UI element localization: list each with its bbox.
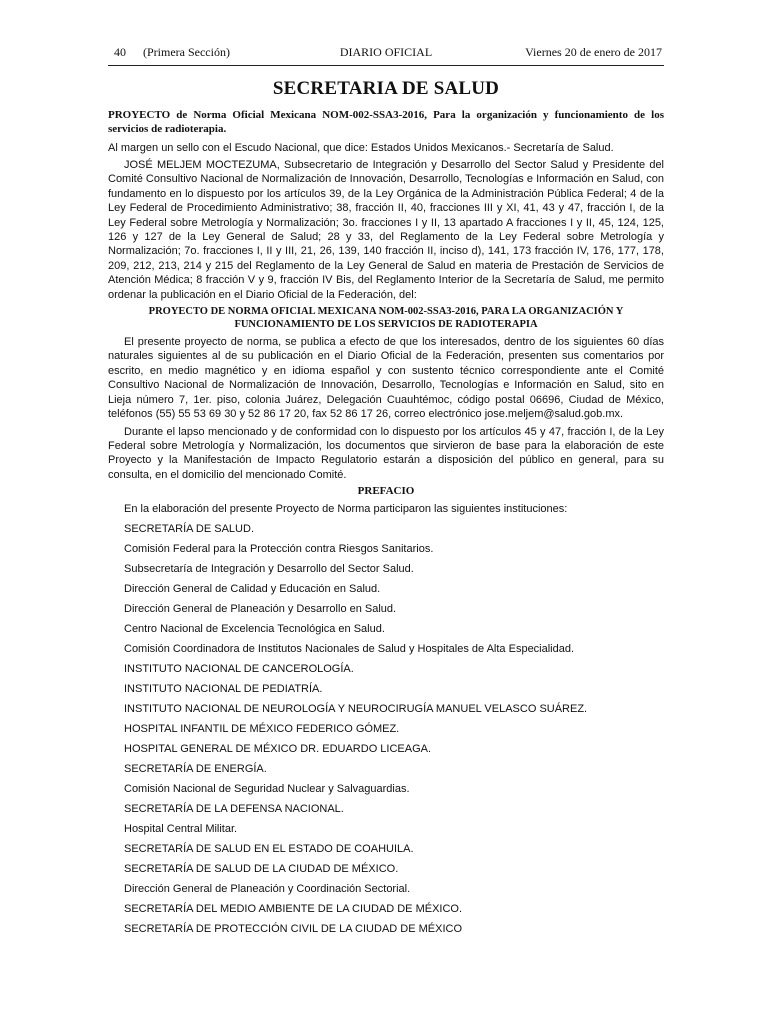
institution-item: SECRETARÍA DE SALUD EN EL ESTADO DE COAHUILA. xyxy=(124,843,414,856)
institution-item: INSTITUTO NACIONAL DE NEUROLOGÍA Y NEUROCIRUGÍA MANUEL VELASCO SUÁREZ. xyxy=(124,703,588,716)
institution-item: HOSPITAL GENERAL DE MÉXICO DR. EDUARDO LICEAGA. xyxy=(124,743,432,756)
document-page xyxy=(108,0,664,942)
institution-item: Dirección General de Planeación y Desarrollo en Salud. xyxy=(124,603,397,616)
intro-paragraph: JOSÉ MELJEM MOCTEZUMA, Subsecretario de Integración y Desarrollo del Sector Salud y Presidente del Comité Consultivo Nacional de Normalización de Innovación, Desarrollo, Tecnologías e Información en Salud, con fundamento en lo dispuesto por los artículos 39, de la Ley Orgánica de la Administración Pública Federal; 4 de la Ley Federal de Procedimiento Administrativo; 38, fracción II, 40, fracciones III y XI, 41, 43 y 47, fracción I, de la Ley Federal sobre Metrología y Normalización; 3o. fracciones I y II, 13 apartado A fracciones I y II, 45, 124, 125, 126 y 127 de la Ley General de Salud; 28 y 33, del Reglamento de la Ley Federal sobre Metrología y Normalización; 7o. fracciones I, II y III, 21, 26, 139, 140 fracción II, inciso d), 141, 173 fracción IV, 176, 177, 178, 209, 212, 213, 214 y 215 del Reglamento de la Ley General de Salud en materia de Prestación de Servicios de Atención Médica; 8 fracción V y 9, fracción IV Bis, del Reglamento Interior de la Secretaría de Salud, me permito ordenar la publicación en el Diario Oficial de la Federación, del: xyxy=(108,159,664,301)
institution-item: Comisión Coordinadora de Institutos Nacionales de Salud y Hospitales de Alta Especialidad. xyxy=(124,643,575,656)
norm-title xyxy=(108,305,664,331)
institution-item: INSTITUTO NACIONAL DE PEDIATRÍA. xyxy=(124,683,323,696)
norm-title-line-1: PROYECTO DE NORMA OFICIAL MEXICANA NOM-002-SSA3-2016, PARA LA ORGANIZACIÓN Y xyxy=(148,306,624,318)
institution-item: SECRETARÍA DEL MEDIO AMBIENTE DE LA CIUDAD DE MÉXICO. xyxy=(124,903,463,916)
institution-item: Dirección General de Calidad y Educación en Salud. xyxy=(124,583,381,596)
comments-paragraph: El presente proyecto de norma, se publica a efecto de que los interesados, dentro de los siguientes 60 días naturales siguientes al de su publicación en el Diario Oficial de la Federación, presenten sus comentarios por escrito, en medio magnético y en idioma español y con sustento técnico correspondiente ante el Comité Consultivo Nacional de Normalización de Innovación, Desarrollo, Tecnologías e Información en Salud, sito en Lieja número 7, 1er. piso, colonia Juárez, Delegación Cuauhtémoc, código postal 06696, Ciudad de México, teléfonos (55) 55 53 69 30 y 52 86 17 20, fax 52 86 17 26, correo electrónico jose.meljem@salud.gob.mx. xyxy=(108,336,664,421)
institution-item: SECRETARÍA DE LA DEFENSA NACIONAL. xyxy=(124,803,344,816)
institution-item: Hospital Central Militar. xyxy=(124,823,238,836)
page-title: SECRETARIA DE SALUD xyxy=(272,78,500,99)
institution-item: SECRETARÍA DE ENERGÍA. xyxy=(124,763,267,776)
lead-paragraph: PROYECTO de Norma Oficial Mexicana NOM-002-SSA3-2016, Para la organización y funcionamiento de los servicios de radioterapia. xyxy=(108,109,664,135)
institution-item: Comisión Nacional de Seguridad Nuclear y Salvaguardias. xyxy=(124,783,410,796)
publication-date: Viernes 20 de enero de 2017 xyxy=(525,45,662,59)
institution-item: SECRETARÍA DE SALUD DE LA CIUDAD DE MÉXICO. xyxy=(124,863,399,876)
header-left xyxy=(114,45,230,60)
institution-item: Dirección General de Planeación y Coordinación Sectorial. xyxy=(124,883,411,896)
running-header xyxy=(108,43,664,66)
seal-note: Al margen un sello con el Escudo Nacional, que dice: Estados Unidos Mexicanos.- Secretaría de Salud. xyxy=(108,142,614,154)
institution-item: SECRETARÍA DE PROTECCIÓN CIVIL DE LA CIUDAD DE MÉXICO xyxy=(124,923,463,936)
section-label: (Primera Sección) xyxy=(143,45,230,59)
documents-paragraph: Durante el lapso mencionado y de conformidad con lo dispuesto por los artículos 45 y 47, fracción I, de la Ley Federal sobre Metrología y Normalización, los documentos que sirvieron de base para la elaboración de este Proyecto y la Manifestación de Impacto Regulatorio estarán a disposición del público en general, para su consulta, en el domicilio del mencionado Comité. xyxy=(108,425,664,481)
page-number: 40 xyxy=(114,45,126,59)
publication-name: DIARIO OFICIAL xyxy=(339,45,433,59)
institution-item: HOSPITAL INFANTIL DE MÉXICO FEDERICO GÓMEZ. xyxy=(124,723,400,736)
institution-item: INSTITUTO NACIONAL DE CANCEROLOGÍA. xyxy=(124,663,354,676)
institution-item: Subsecretaría de Integración y Desarrollo del Sector Salud. xyxy=(124,563,414,576)
institution-item: Comisión Federal para la Protección contra Riesgos Sanitarios. xyxy=(124,543,434,556)
preface-heading: PREFACIO xyxy=(357,485,415,498)
institution-list xyxy=(108,522,664,942)
norm-title-line-2: FUNCIONAMIENTO DE LOS SERVICIOS DE RADIOTERAPIA xyxy=(234,319,538,331)
preface-intro: En la elaboración del presente Proyecto de Norma participaron las siguientes instituciones: xyxy=(124,503,568,516)
institution-item: SECRETARÍA DE SALUD. xyxy=(124,523,254,536)
institution-item: Centro Nacional de Excelencia Tecnológica en Salud. xyxy=(124,623,385,636)
